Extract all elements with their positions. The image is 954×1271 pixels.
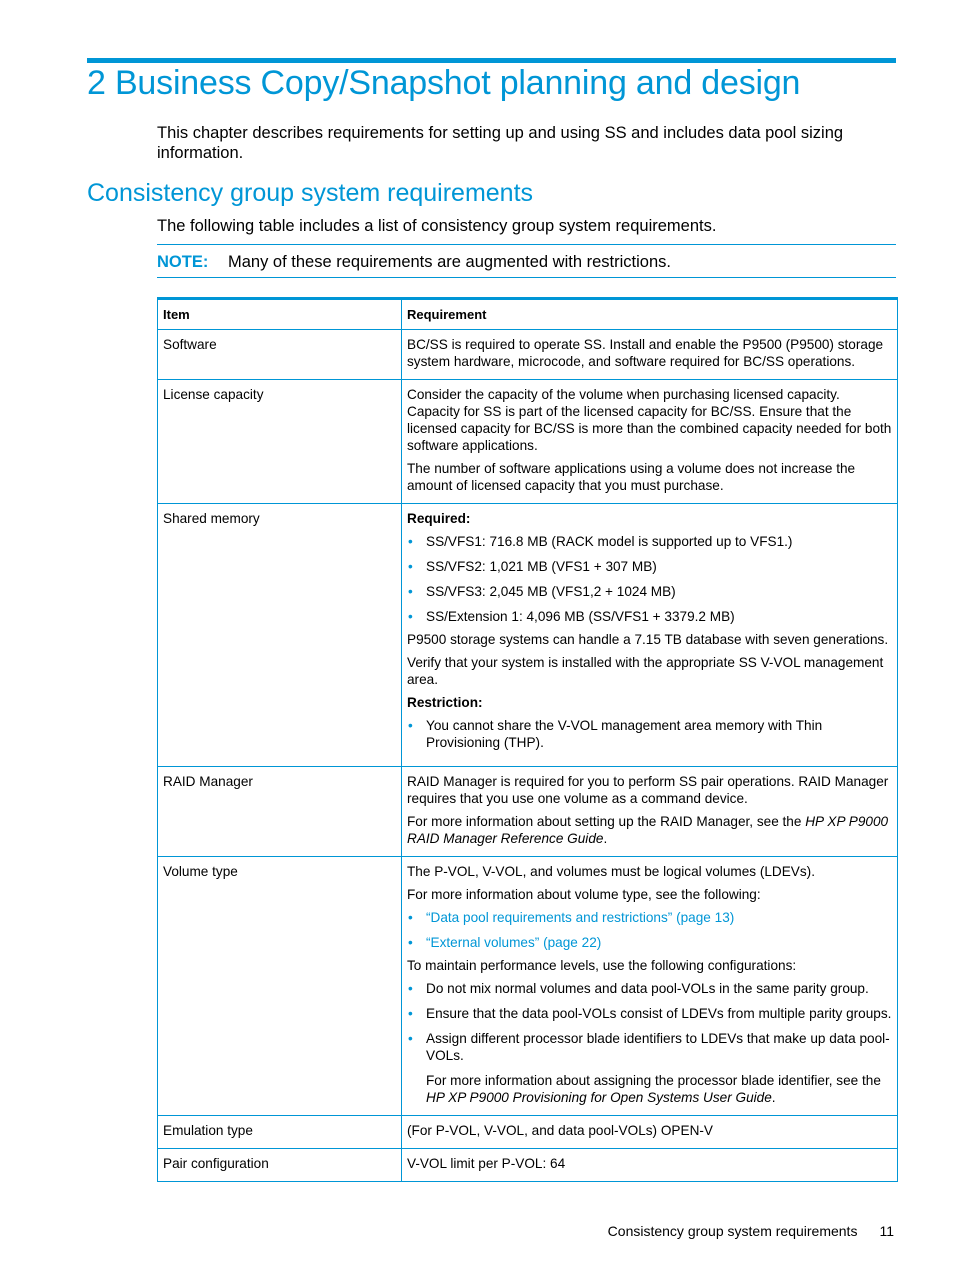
requirement-text: RAID Manager is required for you to perform SS pair operations. RAID Manager requires that you use one volume as a command device.: [407, 774, 889, 806]
table-row-shared-memory: [158, 504, 898, 767]
requirements-table: [157, 297, 898, 1182]
guide-reference: HP XP P9000 RAID Manager Reference Guide: [407, 814, 889, 846]
item-cell: RAID Manager: [158, 767, 402, 857]
link-list: [407, 909, 892, 951]
external-volumes-link[interactable]: • “External volumes” (page 22): [407, 934, 892, 951]
text-prefix: For more information about assigning the processor blade identifier, see the: [426, 1073, 881, 1088]
item-cell: Shared memory: [158, 504, 402, 767]
chapter-intro: This chapter describes requirements for setting up and using SS and includes data pool sizing information.: [157, 124, 844, 162]
item-cell: Pair configuration: [158, 1149, 402, 1182]
table-row-volume-type: [158, 857, 898, 1116]
requirement-cell: [402, 767, 898, 857]
running-title: Consistency group system requirements: [607, 1223, 858, 1239]
requirement-text: For more information about volume type, see the following:: [407, 887, 761, 902]
requirement-text: [407, 1072, 892, 1106]
restriction-label: Restriction:: [407, 695, 483, 710]
requirement-cell: [402, 857, 898, 1116]
requirement-text: The number of software applications using a volume does not increase the amount of licensed capacity that you must purchase.: [407, 461, 856, 493]
requirement-cell: [402, 330, 898, 380]
table-row-emulation-type: [158, 1116, 898, 1149]
item-cell: Software: [158, 330, 402, 380]
page-number: 11: [879, 1223, 894, 1239]
requirement-text: Consider the capacity of the volume when purchasing licensed capacity. Capacity for SS is part of the licensed capacity for BC/SS. Ensure that the licensed capacity for BC/SS is more than the combined capacity needed for both software applications.: [407, 387, 892, 453]
list-item: • Assign different processor blade identifiers to LDEVs that make up data pool-VOLs.: [407, 1030, 892, 1064]
table-header-row: [158, 299, 898, 330]
list-item: • SS/Extension 1: 4,096 MB (SS/VFS1 + 3379.2 MB): [407, 608, 892, 625]
item-cell: Volume type: [158, 857, 402, 1116]
text-prefix: For more information about setting up the RAID Manager, see the: [407, 814, 806, 829]
list-item: • Ensure that the data pool-VOLs consist of LDEVs from multiple parity groups.: [407, 1005, 892, 1022]
header-item: Item: [158, 299, 402, 330]
list-item: • SS/VFS1: 716.8 MB (RACK model is supported up to VFS1.): [407, 533, 892, 550]
required-label: Required:: [407, 511, 471, 526]
configuration-list: [407, 980, 892, 1064]
section-lead: The following table includes a list of consistency group system requirements.: [157, 217, 717, 235]
memory-list: [407, 533, 892, 625]
list-item: • SS/VFS2: 1,021 MB (VFS1 + 307 MB): [407, 558, 892, 575]
note-label: NOTE:: [157, 253, 209, 271]
chapter-rule: [87, 58, 896, 63]
table-row-license: [158, 380, 898, 504]
requirement-cell: [402, 380, 898, 504]
requirement-text: [407, 813, 892, 847]
list-item: • SS/VFS3: 2,045 MB (VFS1,2 + 1024 MB): [407, 583, 892, 600]
page-footer: [608, 1223, 894, 1239]
item-cell: Emulation type: [158, 1116, 402, 1149]
list-item: • Do not mix normal volumes and data pool-VOLs in the same parity group.: [407, 980, 892, 997]
requirement-cell: V-VOL limit per P-VOL: 64: [402, 1149, 898, 1182]
requirement-cell: (For P-VOL, V-VOL, and data pool-VOLs) OPEN-V: [402, 1116, 898, 1149]
requirement-text: To maintain performance levels, use the following configurations:: [407, 958, 797, 973]
requirement-text: The P-VOL, V-VOL, and volumes must be logical volumes (LDEVs).: [407, 864, 815, 879]
requirement-text: P9500 storage systems can handle a 7.15 TB database with seven generations.: [407, 632, 889, 647]
note-text: Many of these requirements are augmented with restrictions.: [228, 253, 671, 271]
requirement-cell: [402, 504, 898, 767]
note-box: [157, 244, 896, 278]
table-row-software: [158, 330, 898, 380]
list-item: • You cannot share the V-VOL management area memory with Thin Provisioning (THP).: [407, 717, 892, 751]
section-title: Consistency group system requirements: [87, 179, 534, 207]
item-cell: License capacity: [158, 380, 402, 504]
header-requirement: Requirement: [402, 299, 898, 330]
guide-reference: HP XP P9000 Provisioning for Open Systems User Guide: [426, 1090, 772, 1105]
data-pool-link[interactable]: • “Data pool requirements and restrictions” (page 13): [407, 909, 892, 926]
chapter-title: 2 Business Copy/Snapshot planning and design: [87, 64, 801, 102]
text-suffix: .: [771, 1090, 776, 1105]
text-suffix: .: [603, 831, 608, 846]
restriction-list: [407, 717, 892, 751]
table-row-pair-configuration: [158, 1149, 898, 1182]
requirement-text: Verify that your system is installed with the appropriate SS V-VOL management area.: [407, 655, 884, 687]
table-row-raid-manager: [158, 767, 898, 857]
requirement-text: BC/SS is required to operate SS. Install and enable the P9500 (P9500) storage system hardware, microcode, and software required for BC/SS operations.: [407, 337, 884, 369]
